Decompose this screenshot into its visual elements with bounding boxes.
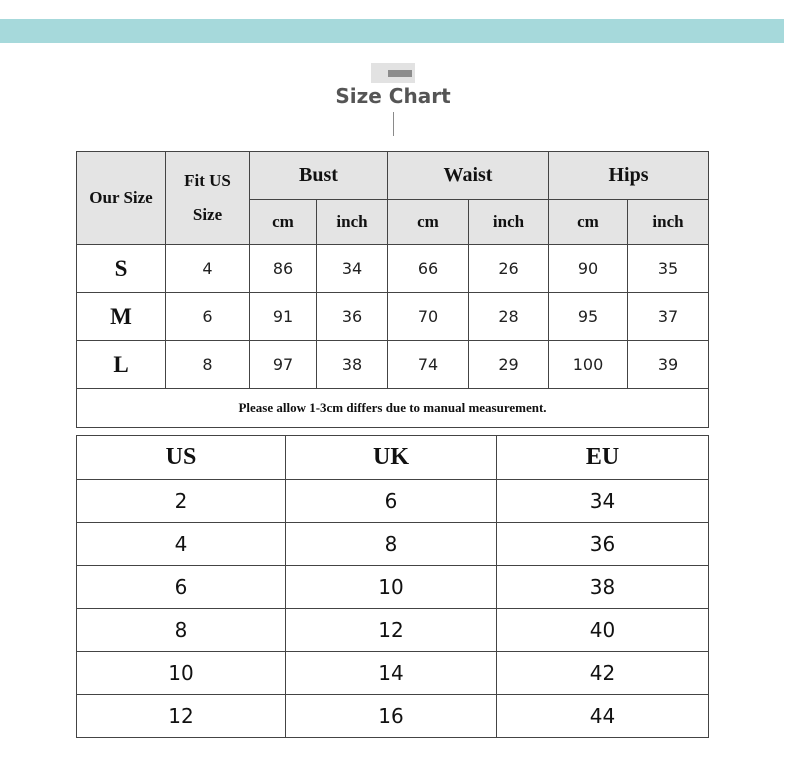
- header-our-size: Our Size: [77, 152, 166, 245]
- title-divider: [393, 112, 394, 136]
- cell-bust-cm: 86: [250, 245, 317, 293]
- cell-fit-us: 8: [166, 341, 250, 389]
- header-bust: Bust: [250, 152, 388, 200]
- table-row: [77, 652, 709, 695]
- measurement-note: Please allow 1-3cm differs due to manual measurement.: [77, 389, 709, 428]
- cell-waist-cm: 70: [388, 293, 469, 341]
- cell-hips-cm: 95: [549, 293, 628, 341]
- cell-fit-us: 4: [166, 245, 250, 293]
- table-row: [77, 245, 709, 293]
- cell-waist-inch: 26: [469, 245, 549, 293]
- cell-uk: 6: [286, 480, 497, 523]
- cell-bust-cm: 97: [250, 341, 317, 389]
- cell-uk: 12: [286, 609, 497, 652]
- cell-uk: 14: [286, 652, 497, 695]
- cell-eu: 40: [497, 609, 709, 652]
- header-fit-us-size: [166, 152, 250, 245]
- cell-waist-cm: 74: [388, 341, 469, 389]
- header-fit-us-line1: Fit US: [184, 171, 231, 190]
- header-hips-inch: inch: [628, 200, 709, 245]
- cell-us: 6: [77, 566, 286, 609]
- header-waist: Waist: [388, 152, 549, 200]
- cell-hips-cm: 100: [549, 341, 628, 389]
- cell-us: 2: [77, 480, 286, 523]
- cell-us: 10: [77, 652, 286, 695]
- table-row: [77, 293, 709, 341]
- cell-bust-inch: 38: [317, 341, 388, 389]
- cell-waist-cm: 66: [388, 245, 469, 293]
- cell-hips-inch: 35: [628, 245, 709, 293]
- cell-eu: 42: [497, 652, 709, 695]
- header-hips: Hips: [549, 152, 709, 200]
- cell-eu: 34: [497, 480, 709, 523]
- header-fit-us-line2: Size: [192, 205, 223, 224]
- header-bust-inch: inch: [317, 200, 388, 245]
- table-row: [77, 523, 709, 566]
- cell-uk: 16: [286, 695, 497, 738]
- top-banner: [0, 19, 784, 43]
- header-eu: EU: [497, 436, 709, 480]
- cell-uk: 8: [286, 523, 497, 566]
- header-hips-cm: cm: [549, 200, 628, 245]
- table-row: [77, 566, 709, 609]
- header-bust-cm: cm: [250, 200, 317, 245]
- cell-hips-inch: 37: [628, 293, 709, 341]
- cell-hips-cm: 90: [549, 245, 628, 293]
- cell-eu: 38: [497, 566, 709, 609]
- cell-waist-inch: 29: [469, 341, 549, 389]
- cell-us: 8: [77, 609, 286, 652]
- table-row: [77, 695, 709, 738]
- cell-us: 12: [77, 695, 286, 738]
- cell-uk: 10: [286, 566, 497, 609]
- header-uk: UK: [286, 436, 497, 480]
- cell-hips-inch: 39: [628, 341, 709, 389]
- cell-eu: 44: [497, 695, 709, 738]
- cell-bust-inch: 36: [317, 293, 388, 341]
- table-row: [77, 341, 709, 389]
- header-waist-cm: cm: [388, 200, 469, 245]
- cell-our-size: M: [77, 293, 166, 341]
- table-row: [77, 609, 709, 652]
- table-row: [77, 480, 709, 523]
- cell-our-size: L: [77, 341, 166, 389]
- tag-icon: [371, 63, 415, 83]
- tag-icon-bar: [388, 70, 412, 77]
- cell-bust-cm: 91: [250, 293, 317, 341]
- conversion-table: [76, 435, 709, 738]
- page-title: Size Chart: [335, 84, 451, 108]
- cell-our-size: S: [77, 245, 166, 293]
- cell-waist-inch: 28: [469, 293, 549, 341]
- header-waist-inch: inch: [469, 200, 549, 245]
- measurement-table: [76, 151, 709, 428]
- header-us: US: [77, 436, 286, 480]
- cell-bust-inch: 34: [317, 245, 388, 293]
- cell-fit-us: 6: [166, 293, 250, 341]
- cell-us: 4: [77, 523, 286, 566]
- cell-eu: 36: [497, 523, 709, 566]
